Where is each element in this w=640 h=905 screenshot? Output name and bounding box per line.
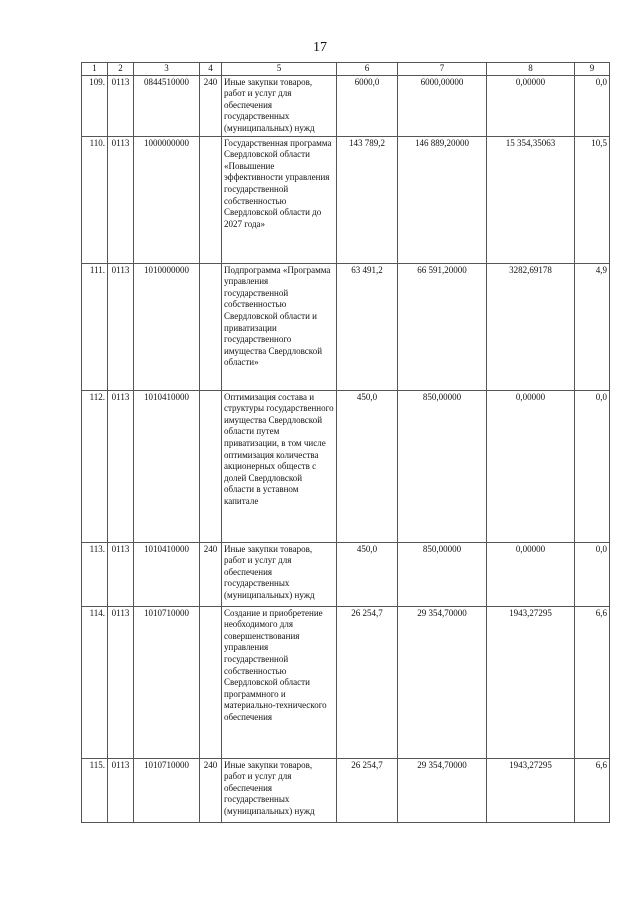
- column-header: 9: [575, 63, 610, 76]
- execution-percent: 0,0: [575, 542, 610, 606]
- executed-amount: 0,00000: [487, 542, 575, 606]
- planned-amount: 63 491,2: [337, 263, 398, 390]
- executed-amount: 1943,27295: [487, 758, 575, 822]
- execution-percent: 6,6: [575, 606, 610, 758]
- target-code: 1010710000: [134, 758, 200, 822]
- column-header: 6: [337, 63, 398, 76]
- section-code: 0113: [108, 75, 134, 136]
- section-code: 0113: [108, 758, 134, 822]
- section-code: 0113: [108, 390, 134, 542]
- column-header: 7: [398, 63, 487, 76]
- target-code: 0844510000: [134, 75, 200, 136]
- executed-amount: 0,00000: [487, 390, 575, 542]
- target-code: 1000000000: [134, 136, 200, 263]
- executed-amount: 3282,69178: [487, 263, 575, 390]
- row-number: 110.: [82, 136, 108, 263]
- column-header: 3: [134, 63, 200, 76]
- execution-percent: 10,5: [575, 136, 610, 263]
- table-row: [82, 75, 610, 136]
- expense-type: [200, 263, 222, 390]
- executed-amount: 15 354,35063: [487, 136, 575, 263]
- row-number: 115.: [82, 758, 108, 822]
- execution-percent: 4,9: [575, 263, 610, 390]
- item-name: Иные закупки товаров, работ и услуг для обеспечения государственных (муниципальных) нужд: [222, 758, 337, 822]
- item-name: Оптимизация состава и структуры государственного имущества Свердловской области путем приватизации, в том числе оптимизация количества акционерных обществ с долей Свердловской области в уставном капитале: [222, 390, 337, 542]
- expense-type: [200, 390, 222, 542]
- planned-amount: 26 254,7: [337, 606, 398, 758]
- column-header: 8: [487, 63, 575, 76]
- approved-amount: 66 591,20000: [398, 263, 487, 390]
- row-number: 112.: [82, 390, 108, 542]
- execution-percent: 0,0: [575, 390, 610, 542]
- expense-type: 240: [200, 542, 222, 606]
- section-code: 0113: [108, 136, 134, 263]
- approved-amount: 29 354,70000: [398, 606, 487, 758]
- planned-amount: 6000,0: [337, 75, 398, 136]
- column-header: 4: [200, 63, 222, 76]
- table-header-row: [82, 63, 610, 76]
- item-name: Государственная программа Свердловской области «Повышение эффективности управления государственной собственностью Свердловской области до 2027 года»: [222, 136, 337, 263]
- row-number: 109.: [82, 75, 108, 136]
- item-name: Подпрограмма «Программа управления государственной собственностью Свердловской области и приватизации государственного имущества Свердловской области»: [222, 263, 337, 390]
- row-number: 113.: [82, 542, 108, 606]
- row-number: 114.: [82, 606, 108, 758]
- target-code: 1010000000: [134, 263, 200, 390]
- planned-amount: 450,0: [337, 390, 398, 542]
- executed-amount: 0,00000: [487, 75, 575, 136]
- table-row: [82, 136, 610, 263]
- table-row: [82, 263, 610, 390]
- item-name: Создание и приобретение необходимого для совершенствования управления государственной собственностью Свердловской области программного и материально-технического обеспечения: [222, 606, 337, 758]
- section-code: 0113: [108, 606, 134, 758]
- executed-amount: 1943,27295: [487, 606, 575, 758]
- item-name: Иные закупки товаров, работ и услуг для обеспечения государственных (муниципальных) нужд: [222, 75, 337, 136]
- planned-amount: 143 789,2: [337, 136, 398, 263]
- page-number: 17: [313, 40, 327, 55]
- expense-type: [200, 136, 222, 263]
- column-header: 1: [82, 63, 108, 76]
- table-row: [82, 758, 610, 822]
- approved-amount: 850,00000: [398, 390, 487, 542]
- table-row: [82, 390, 610, 542]
- approved-amount: 6000,00000: [398, 75, 487, 136]
- approved-amount: 29 354,70000: [398, 758, 487, 822]
- column-header: 2: [108, 63, 134, 76]
- target-code: 1010410000: [134, 390, 200, 542]
- expense-type: 240: [200, 758, 222, 822]
- approved-amount: 850,00000: [398, 542, 487, 606]
- budget-table: [81, 62, 610, 823]
- planned-amount: 26 254,7: [337, 758, 398, 822]
- table-row: [82, 542, 610, 606]
- row-number: 111.: [82, 263, 108, 390]
- target-code: 1010410000: [134, 542, 200, 606]
- table-row: [82, 606, 610, 758]
- execution-percent: 6,6: [575, 758, 610, 822]
- item-name: Иные закупки товаров, работ и услуг для обеспечения государственных (муниципальных) нужд: [222, 542, 337, 606]
- section-code: 0113: [108, 263, 134, 390]
- expense-type: [200, 606, 222, 758]
- execution-percent: 0,0: [575, 75, 610, 136]
- target-code: 1010710000: [134, 606, 200, 758]
- approved-amount: 146 889,20000: [398, 136, 487, 263]
- column-header: 5: [222, 63, 337, 76]
- planned-amount: 450,0: [337, 542, 398, 606]
- expense-type: 240: [200, 75, 222, 136]
- section-code: 0113: [108, 542, 134, 606]
